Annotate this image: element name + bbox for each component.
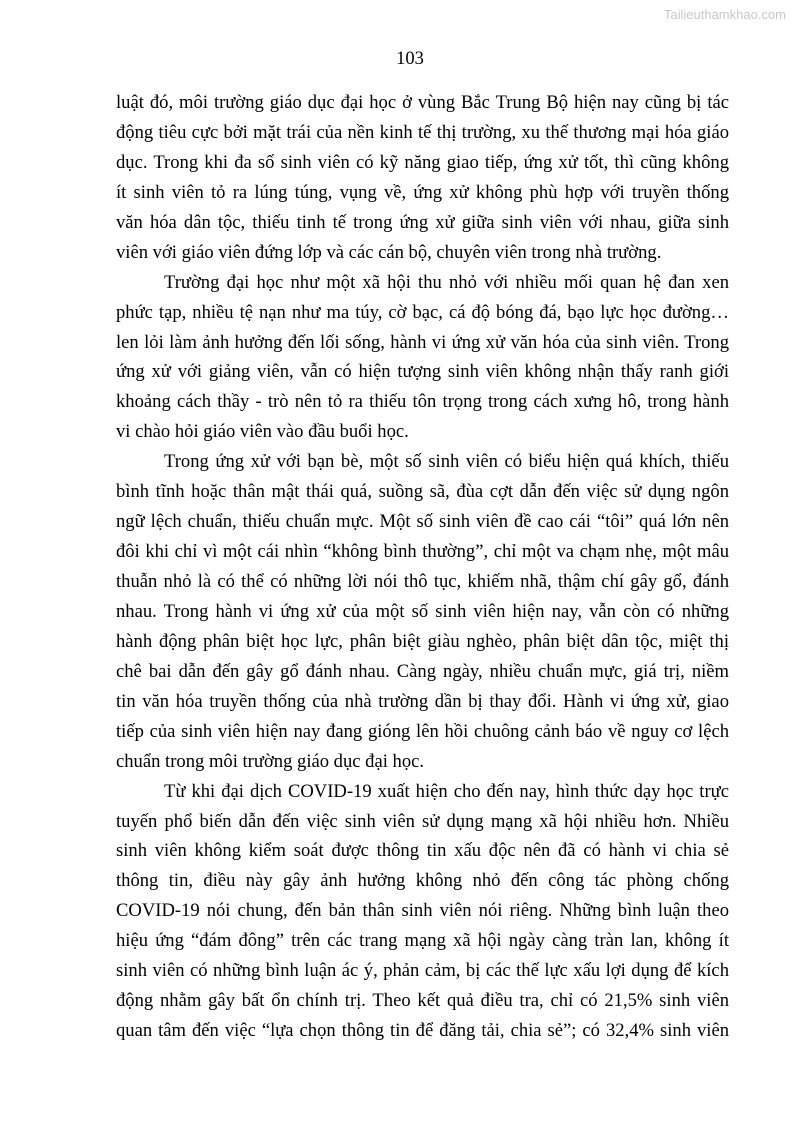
text-line: ứng xử với giảng viên, vẫn có hiện tượng sinh viên không nhận thấy ranh giới [116, 361, 729, 383]
text-line: ít sinh viên tỏ ra lúng túng, vụng về, ứng xử không phù hợp với truyền thống [116, 181, 729, 203]
paragraph [116, 447, 729, 776]
paragraph [116, 777, 729, 1046]
text-line: thông tin, điều này gây ảnh hưởng không nhỏ đến công tác phòng chống [116, 870, 729, 892]
text-line: sinh viên không kiểm soát được thông tin xấu độc nên đã có hành vi chia sẻ [116, 840, 729, 862]
text-line: ngữ lệch chuẩn, thiếu chuẩn mực. Một số sinh viên đề cao cái “tôi” quá lớn nên [116, 511, 729, 533]
text-line: len lỏi làm ảnh hưởng đến lối sống, hành vi ứng xử văn hóa của sinh viên. Trong [116, 331, 729, 353]
text-line: chê bai dẫn đến gây gổ đánh nhau. Càng ngày, nhiều chuẩn mực, giá trị, niềm [116, 660, 729, 682]
text-line: Trường đại học như một xã hội thu nhỏ với nhiều mối quan hệ đan xen [164, 271, 729, 293]
paragraph [116, 268, 729, 448]
text-line: thuẫn nhỏ là có thể có những lời nói thô tục, khiếm nhã, thậm chí gây gổ, đánh [116, 571, 729, 592]
text-line: Trong ứng xử với bạn bè, một số sinh viên có biểu hiện quá khích, thiếu [164, 451, 729, 473]
text-line: hiệu ứng “đám đông” trên các trang mạng xã hội ngày càng tràn lan, không ít [116, 930, 729, 952]
text-line: văn hóa dân tộc, thiếu tinh tế trong ứng xử giữa sinh viên với nhau, giữa sinh [116, 211, 729, 233]
text-line: sinh viên có những bình luận ác ý, phản cảm, bị các thế lực xấu lợi dụng để kích [116, 960, 729, 982]
text-line: khoảng cách thầy - trò nên tỏ ra thiếu tôn trọng trong cách xưng hô, trong hành [116, 391, 729, 413]
text-line: tin văn hóa truyền thống của nhà trường dần bị thay đổi. Hành vi ứng xử, giao [116, 690, 729, 712]
text-line: nhau. Trong hành vi ứng xử của một số sinh viên hiện nay, vẫn còn có những [116, 600, 729, 622]
text-line: vi chào hỏi giáo viên vào đầu buổi học. [116, 421, 409, 443]
text-line: chuẩn trong môi trường giáo dục đại học. [116, 750, 425, 772]
text-line: viên với giáo viên đứng lớp và các cán bộ, chuyên viên trong nhà trường. [116, 241, 662, 263]
text-line: hành động phân biệt học lực, phân biệt giàu nghèo, phân biệt dân tộc, miệt thị [116, 630, 729, 652]
paragraph [116, 88, 729, 268]
text-line: tuyến phổ biến dẫn đến việc sinh viên sử dụng mạng xã hội nhiều hơn. Nhiều [116, 810, 729, 832]
text-line: bình tĩnh hoặc thân mật thái quá, suồng sã, đùa cợt dẫn đến việc sử dụng ngôn [116, 481, 729, 503]
text-line: dục. Trong khi đa số sinh viên có kỹ năng giao tiếp, ứng xử tốt, thì cũng không [116, 151, 729, 173]
text-line: phức tạp, nhiều tệ nạn như ma túy, cờ bạc, cá độ bóng đá, bạo lực học đường… [116, 301, 729, 323]
watermark: Tailieuthamkhao.com [663, 7, 786, 22]
text-line: Từ khi đại dịch COVID-19 xuất hiện cho đến nay, hình thức dạy học trực [164, 780, 729, 802]
page-number: 103 [396, 49, 424, 69]
document-body [116, 88, 729, 1046]
text-line: đôi khi chỉ vì một cái nhìn “không bình thường”, chỉ một va chạm nhẹ, một mâu [116, 541, 729, 563]
text-line: quan tâm đến việc “lựa chọn thông tin để đăng tải, chia sẻ”; có 32,4% sinh viên [116, 1020, 729, 1042]
text-line: tiếp của sinh viên hiện nay đang gióng lên hồi chuông cảnh báo về nguy cơ lệch [116, 720, 729, 742]
text-line: COVID-19 nói chung, đến bản thân sinh viên nói riêng. Những bình luận theo [116, 900, 729, 922]
text-line: động tiêu cực bởi mặt trái của nền kinh tế thị trường, xu thế thương mại hóa giáo [116, 121, 729, 143]
text-line: động nhằm gây bất ổn chính trị. Theo kết quả điều tra, chỉ có 21,5% sinh viên [116, 990, 729, 1012]
text-line: luật đó, môi trường giáo dục đại học ở vùng Bắc Trung Bộ hiện nay cũng bị tác [116, 92, 729, 113]
